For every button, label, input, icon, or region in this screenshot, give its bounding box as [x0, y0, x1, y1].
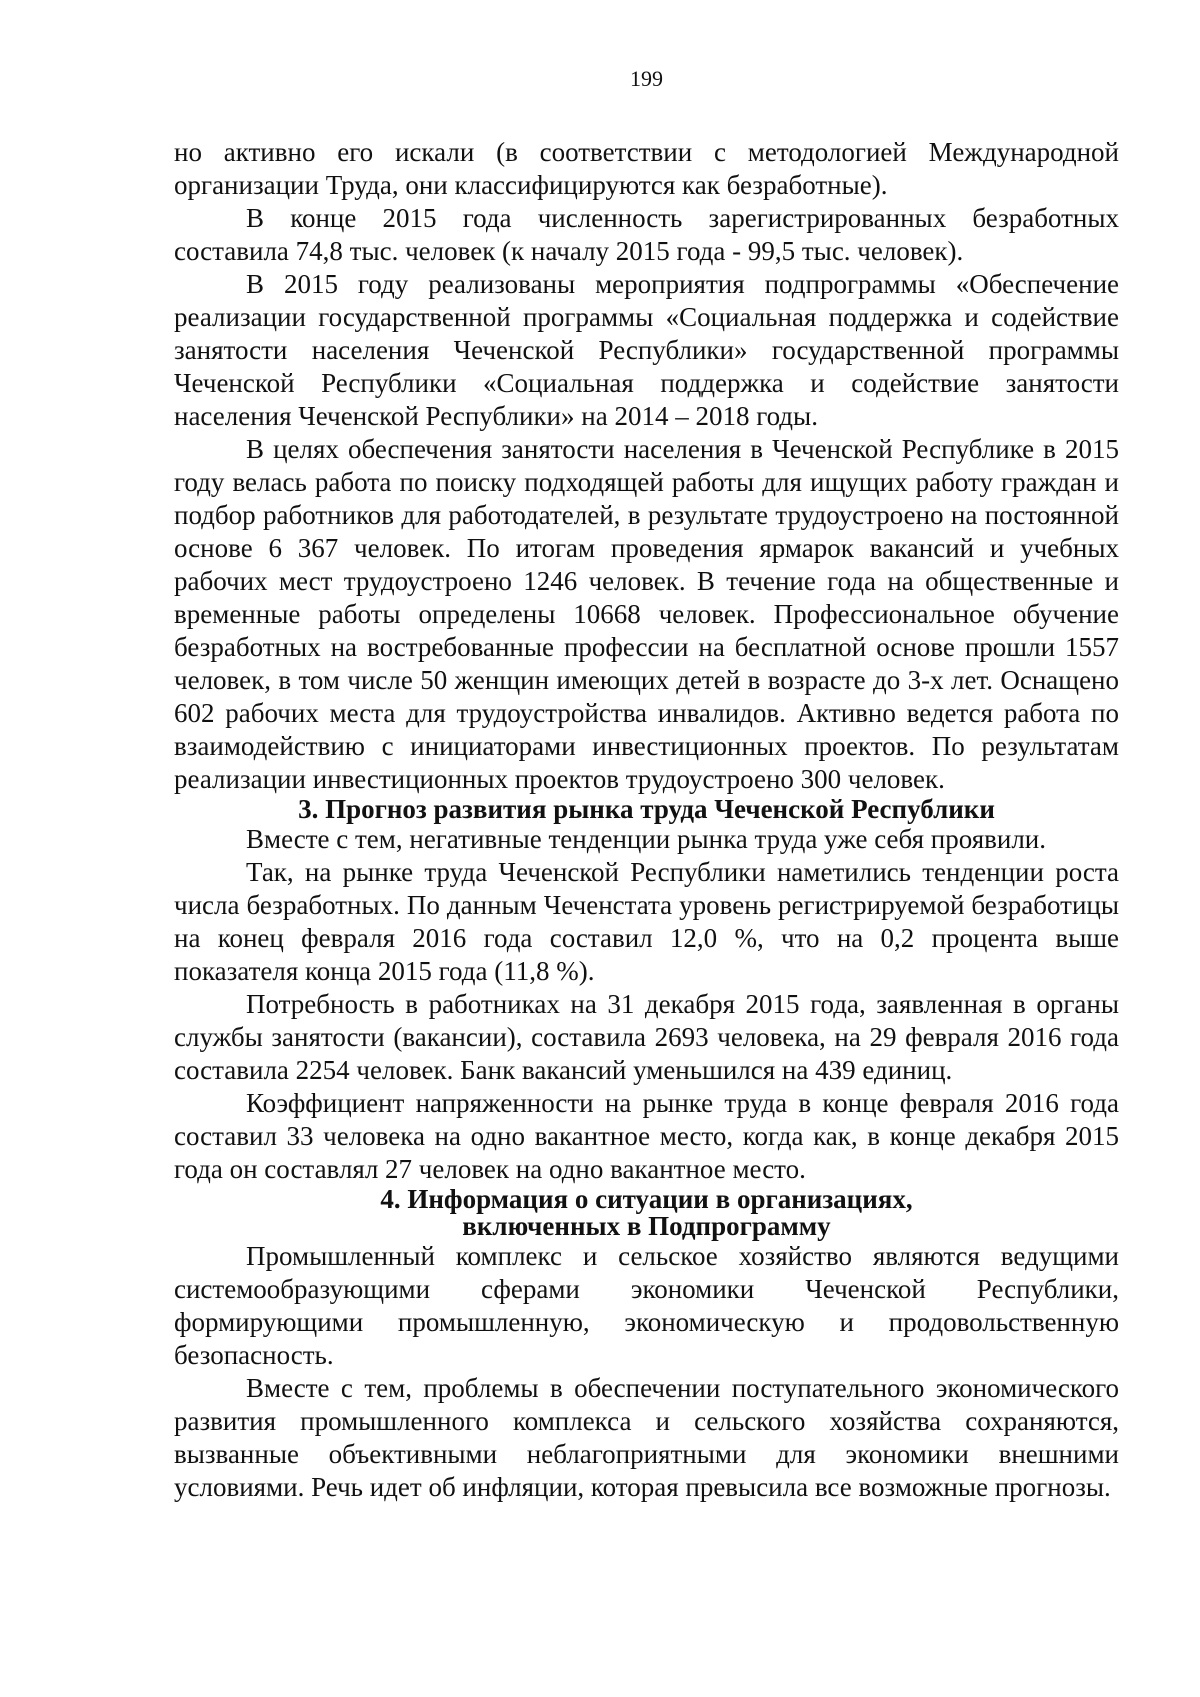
paragraph-inflation-problems: Вместе с тем, проблемы в обеспечении поступательного экономического развития промышленного комплекса и сельского хозяйства сохраняются, вызванные объективными неблагоприятными для экономики внешними условиями. Речь идет об инфляции, которая превысила все возможные прогнозы. [174, 1373, 1119, 1502]
paragraph-vacancies: Потребность в работниках на 31 декабря 2015 года, заявленная в органы службы занятости (вакансии), составила 2693 человека, на 29 февраля 2016 года составила 2254 человек. Банк вакансий уменьшился на 439 единиц. [174, 989, 1119, 1085]
document-page [174, 66, 1119, 1504]
section-4-heading-line-1: 4. Информация о ситуации в организациях, [380, 1184, 913, 1214]
paragraph-industry-agriculture: Промышленный комплекс и сельское хозяйство являются ведущими системообразующими сферами экономики Чеченской Республики, формирующими промышленную, экономическую и продовольственную безопасность. [174, 1241, 1119, 1370]
paragraph-tension-coefficient: Коэффициент напряженности на рынке труда в конце февраля 2016 года составил 33 человека на одно вакантное место, когда как, в конце декабря 2015 года он составлял 27 человек на одно вакантное место. [174, 1088, 1119, 1184]
paragraph-employment-measures: В целях обеспечения занятости населения в Чеченской Республике в 2015 году велась работа по поиску подходящей работы для ищущих работу граждан и подбор работников для работодателей, в результате трудоустроено на постоянной основе 6 367 человек. По итогам проведения ярмарок вакансий и учебных рабочих мест трудоустроено 1246 человек. В течение года на общественные и временные работы определены 10668 человек. Профессиональное обучение безработных на востребованные профессии на бесплатной основе прошли 1557 человек, в том числе 50 женщин имеющих детей в возрасте до 3-х лет. Оснащено 602 рабочих места для трудоустройства инвалидов. Активно ведется работа по взаимодействию с инициаторами инвестиционных проектов. По результатам реализации инвестиционных проектов трудоустроено 300 человек. [174, 434, 1119, 794]
section-4-heading [174, 1186, 1119, 1240]
paragraph-unemployed-2015: В конце 2015 года численность зарегистрированных безработных составила 74,8 тыс. человек (к началу 2015 года - 99,5 тыс. человек). [174, 203, 1119, 266]
paragraph-continuation: но активно его искали (в соответствии с методологией Международной организации Труда, они классифицируются как безработные). [174, 137, 1119, 200]
page-number: 199 [630, 66, 663, 91]
paragraph-subprogram-2015: В 2015 году реализованы мероприятия подпрограммы «Обеспечение реализации государственной программы «Социальная поддержка и содействие занятости населения Чеченской Республики» государственной программы Чеченской Республики «Социальная поддержка и содействие занятости населения Чеченской Республики» на 2014 – 2018 годы. [174, 269, 1119, 431]
section-4-heading-line-2: включенных в Подпрограмму [462, 1211, 831, 1241]
paragraph-negative-trends: Вместе с тем, негативные тенденции рынка труда уже себя проявили. [246, 824, 1046, 854]
paragraph-unemployment-growth: Так, на рынке труда Чеченской Республики наметились тенденции роста числа безработных. По данным Чеченстата уровень регистрируемой безработицы на конец февраля 2016 года составил 12,0 %, что на 0,2 процента выше показателя конца 2015 года (11,8 %). [174, 857, 1119, 986]
section-3-heading: 3. Прогноз развития рынка труда Чеченской Республики [298, 794, 995, 824]
